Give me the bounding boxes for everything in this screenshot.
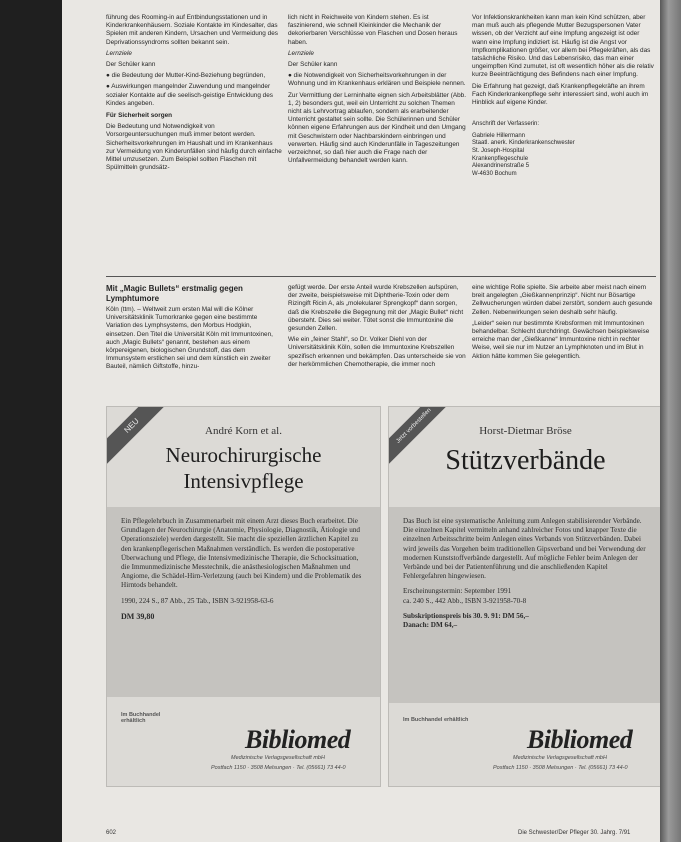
availability bbox=[121, 712, 160, 724]
book-ad-left bbox=[106, 406, 381, 787]
paragraph: „Leider“ seien nur bestimmte Krebsformen mit Immuntoxinen behandelbar. Schlecht durchdringt. Gewächsen beispielsweise erreiche man der „Gießkanne“ Immuntoxine nicht in rechter Weise, weil sie nur im Nutzer an Lymphknoten und im Blut in Aktion hätte kommen Sie gelegentlich. bbox=[472, 319, 650, 360]
paragraph: eine wichtige Rolle spielte. Sie arbeite aber meist nach einem breit angelegten „Gießkannenprinzip“. Nicht nur Bösartige Zellwucherungen würden dabei zerstört, sondern auch gesunde Zellen. Nebenwirkungen seien deshalb sehr häufig. bbox=[472, 284, 653, 316]
book-title-line-2: Intensivpflege bbox=[183, 469, 304, 493]
address-line: Staatl. anerk. Kinderkrankenschwester bbox=[472, 140, 575, 147]
availability: Im Buchhandel erhältlich bbox=[403, 717, 469, 723]
address-line: Gabriele Hillermann bbox=[472, 132, 526, 139]
magazine-page bbox=[62, 0, 662, 842]
journal-footer: Die Schwester/Der Pfleger 30. Jahrg. 7/91 bbox=[518, 830, 631, 836]
ad-description bbox=[403, 517, 649, 636]
bullet-item: ● die Notwendigkeit von Sicherheitsvorkehrungen in der Wohnung und im Krankenhaus erklären und Beispiele nennen. bbox=[288, 72, 466, 88]
paragraph: Die Erfahrung hat gezeigt, daß Krankenpflegekräfte an ihrem Fach Kinderkrankenpflege sehr interessiert sind, wohl auch im Hinblick auf eigene Kinder. bbox=[472, 82, 649, 107]
regular-price: Danach: DM 64,– bbox=[403, 621, 458, 630]
book-author: André Korn et al. bbox=[205, 425, 282, 437]
bullet-item: ● Auswirkungen mangelnder Zuwendung und mangelnder sozialer Kontakte auf die seelisch-geistige Entwicklung des Kindes angeben. bbox=[106, 83, 273, 107]
book-author: Horst-Dietmar Bröse bbox=[479, 425, 572, 437]
availability-line: erhältlich bbox=[121, 718, 146, 724]
article-column-1 bbox=[106, 14, 282, 274]
section-divider bbox=[106, 276, 656, 277]
news-column-2 bbox=[288, 284, 466, 394]
paragraph: gefügt werde. Der erste Anteil wurde Krebszellen aufspüren, der zweite, beispielsweise mit Diphtherie-Toxin oder dem Rizingift Ricin A, als „molekularer Sprengkopf“ dann sorgen, daß die Krebszelle die Begegnung mit der „Magic Bullet“ nicht übersteht. Dies sei weiter. Tötet sonst die Immuntoxine die gesunden Zellen. bbox=[288, 284, 464, 333]
availability-line: Im Buchhandel bbox=[121, 712, 161, 718]
address-heading: Anschrift der Verfasserin: bbox=[472, 121, 540, 128]
paragraph: Der Schüler kann bbox=[288, 61, 338, 69]
publisher-name: Medizinische Verlagsgesellschaft mbH bbox=[513, 755, 607, 761]
article-column-2 bbox=[288, 14, 466, 274]
book-meta: 1990, 224 S., 87 Abb., 25 Tab., ISBN 3-921958-63-6 bbox=[121, 596, 274, 605]
page-number: 602 bbox=[106, 830, 117, 836]
book-price bbox=[403, 612, 649, 630]
subscription-price: Subskriptionspreis bis 30. 9. 91: DM 56,– bbox=[403, 611, 529, 620]
publisher-address: Postfach 1150 · 3508 Melsungen · Tel. (05661) 73 44-0 bbox=[493, 765, 628, 771]
ad-description bbox=[121, 517, 367, 627]
paragraph: Zur Vermittlung der Lerninhalte eignen sich Arbeitsblätter (Abb. 1, 2) besonders gut, weil ein Unterricht zu solchen Themen nicht als Lehrvortrag ablaufen, sondern als erarbeitender Unterricht gestaltet sein sollte. Die Schülerinnen und Schüler können eigene Erfahrungen aus der Kindheit und den Umgang mit Geschwistern oder Nachbarskindern einbringen und verwerten. Häufig sind auch Kinderunfälle in Tageszeitungen verzeichnet, so daß hier auch die Frage nach der Unfallvermeidung behandelt werden kann. bbox=[288, 91, 466, 165]
release-date: Erscheinungstermin: September 1991 bbox=[403, 587, 512, 596]
book-title: Stützverbände bbox=[445, 445, 606, 476]
address-line: Krankenpflegeschule bbox=[472, 155, 529, 162]
bibliomed-logo: Bibliomed bbox=[527, 725, 633, 754]
book-price: DM 39,80 bbox=[121, 611, 155, 621]
paragraph: führung des Rooming-in auf Entbindungsstationen und in Kinderkrankenhäusern. Soziale Kontakte im Kindesalter, das Spielen mit anderen Kindern, Ursachen und Vermeidung des Deprivationssyndroms sollten bekannt sein. bbox=[106, 14, 278, 46]
news-heading: Mit „Magic Bullets“ erstmalig gegen Lymphtumore bbox=[106, 284, 243, 303]
bullet-item: ● die Bedeutung der Mutter-Kind-Beziehung begründen, bbox=[106, 72, 266, 80]
news-column-3 bbox=[472, 284, 656, 394]
paragraph: Die Bedeutung und Notwendigkeit von Vorsorgeuntersuchungen muß immer betont werden. Sicherheitsvorkehrungen im Haushalt und im Krankenhaus zur Vermeidung von Kinderunfällen sind häufig durch einfache Mittel umzusetzen. Zum Beispiel sollten Flaschen mit Spülmitteln grundsätz- bbox=[106, 123, 282, 172]
book-description: Das Buch ist eine systematische Anleitung zum Anlegen stabilisierender Verbände. Die einzelnen Kapitel vermitteln anhand zahlreicher Fotos und knapper Texte die einzelnen Arbeitsschritte beim Anlegen eines Verbands von Stützverbänden. Dabei wird jeweils das Vorgehen beim traditionellen Gipsverband und bei Verwendung der modernen Kunststoffverbände dargestellt. Auf mögliche Fehler beim Anlegen der Verbände und bei der Patientenführung und die anschließenden Kapitel Fehlergefahren hingewiesen. bbox=[403, 517, 646, 581]
paragraph: lich nicht in Reichweite von Kindern stehen. Es ist faszinierend, wie schnell Kleinkinder die Mechanik der dekorierbaren Verschlüsse von Flaschen und Dosen heraus haben. bbox=[288, 14, 458, 46]
preorder-badge: Jetzt vorbestellen bbox=[388, 406, 452, 464]
publisher-name: Medizinische Verlagsgesellschaft mbH bbox=[231, 755, 325, 761]
book-description: Ein Pflegelehrbuch in Zusammenarbeit mit einem Arzt dieses Buch erarbeitet. Die Grundlagen der Neurochirurgie (Anatomie, Physiologie, Diagnostik, Ätiologie und Operationsziele) werden dargestellt. Sie macht die speziellen ärztlichen Kapitel zu den krankenpflegerischen Maßnahmen verständlich. Es werden die postoperative Überwachung und Pflege, die Intensivmedizinische Therapie, die Schocksituation, die Immunmedizinische Messtechnik, die anästhesiologischen Maßnahmen und Angiome, die Schädel-Hirn-Verletzung (auch bei Kindern) und die Problematik des Hirntods behandelt. bbox=[121, 517, 362, 590]
address-line: St. Joseph-Hospital bbox=[472, 148, 525, 155]
address-line: W-4630 Bochum bbox=[472, 170, 517, 177]
book-details: ca. 240 S., 442 Abb., ISBN 3-921958-70-8 bbox=[403, 596, 527, 605]
article-column-3 bbox=[472, 14, 656, 274]
bibliomed-logo: Bibliomed bbox=[245, 725, 351, 754]
book-spine-shadow bbox=[660, 0, 681, 842]
subheading-lernziele: Lernziele bbox=[288, 49, 314, 57]
book-title-line-1: Neurochirurgische bbox=[165, 443, 322, 467]
book-ad-right bbox=[388, 406, 662, 787]
new-badge: NEU bbox=[106, 406, 170, 464]
subheading-lernziele: Lernziele bbox=[106, 49, 132, 57]
news-column-1 bbox=[106, 284, 282, 394]
address-line: Alexandrinenstraße 5 bbox=[472, 163, 530, 170]
paragraph: Der Schüler kann bbox=[106, 61, 156, 69]
paragraph: Köln (ttm). – Weltweit zum ersten Mal will die Kölner Universitätsklinik Tumorkranke gegen eine bestimmte Variation des Lymphsystems, den Morbus Hodgkin, einsetzen. Den Titel die Universität Köln mit Immuntoxinen, auch „Magic Bullets“ genannt, bestehen aus einem körpereigenen, biologischen Grundstoff, das dem Immunsystem erstlichen sei und dem künstlich ein zweiter Bauteil, nämlich Giftstoffe, hinzu- bbox=[106, 306, 273, 371]
publisher-address: Postfach 1150 · 3508 Melsungen · Tel. (05661) 73 44-0 bbox=[211, 765, 346, 771]
paragraph: Vor Infektionskrankheiten kann man kein Kind schützen, aber man muß auch als pflegende Mutter Bezugspersonen Vater wissen, ob der Verzicht auf eine Impfung angezeigt ist oder wann eine Impfung indiziert ist. Häufig ist die Angst vor Impfkomplikationen größer, vor allem bei Pflegekräften, als das tatsächliche Risiko. Und das Lebensrisiko, das man einer ungeimpften Kind zumutet, ist oft wesentlich höher als die relativ kurze Beeinträchtigung des Befindens nach einer Impfung. bbox=[472, 14, 654, 79]
book-meta bbox=[403, 587, 649, 605]
paragraph: Wie ein „feiner Stahl“, so Dr. Volker Diehl von der Universitätsklinik Köln, sollen die Immuntoxine Krebszellen spezifisch erkennen und bekämpfen. Das unterscheide sie von der herkömmlichen Chemotherapie, die immer noch bbox=[288, 336, 466, 368]
author-address bbox=[472, 121, 656, 178]
section-heading: Für Sicherheit sorgen bbox=[106, 112, 173, 120]
